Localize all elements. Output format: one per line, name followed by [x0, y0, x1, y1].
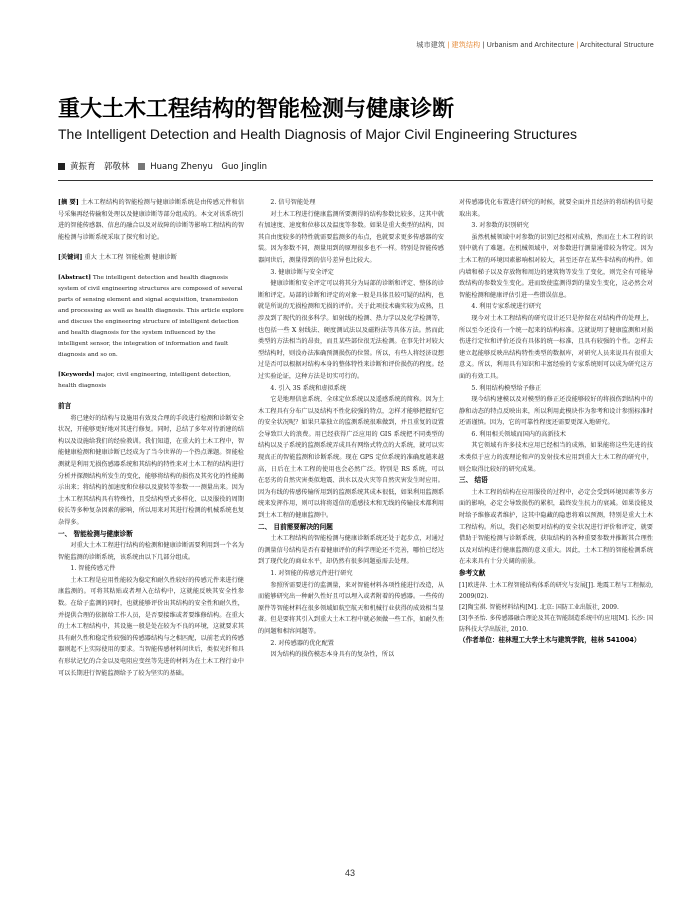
author-affiliation: （作者单位：桂林理工大学土木与建筑学院，桂林 541004） [459, 635, 641, 644]
abstract-zh [58, 197, 244, 243]
subsection-paragraph: 参照所需要进行的监测量，来对智能材料各项性能进行改造，从而能够研究出一种耐久性好且可以埋入或者附着的传感器。一些传的原件等智能材料在很多领域如航空航天和机械行业获得的成效相当显著。但是要将其引入到重大土木工程中就必须做一些工作，如耐久性的问题和相容问题等。 [258, 581, 444, 635]
subsection-heading: 6. 利用相关领域而国内的高新技术 [471, 430, 566, 438]
subsection-paragraph: 它是地理信息系统、全球定位系统以及遥感系统的简称。因为土木工程具有分布广以及结构不性化较强的特点，怎样才能够把握好它的安全状况呢？如果只靠独立的监测系统很难做到，并且重复的设置会导致巨大的浪费。用已经获得广泛应用的 GIS 系统把不同类型的结构以及子系统的监测系统弄成具有网络式特点的大系统，就可以实现真正的智能监测和诊断系统。现在 GPS 定位系统的准确度越来越高，日后在土木工程的使用也会必然广泛。特别是 RS 系统，可以在恶劣的自然灾害类似地震、洪水以及火灾等自然灾害发生时应用。因为有线的传感传输所用到的监测系统其成本很低，如果利用监测系统来发挥作用，则可以将将遥信的遥感技术和无线的传输技术都利用到土木工程的健康监测中。 [258, 396, 444, 520]
section-1-paragraph: 对重大土木工程进行结构的检测和健康诊断需要利用到一个名为智能监测的诊断系统，该系统由以下几部分组成。 [58, 542, 244, 561]
section-1-heading: 一、 智能检测与健康诊断 [58, 529, 133, 538]
title-divider [58, 180, 653, 181]
section-2-paragraph: 土木工程结构的智能检测与健康诊断系统还处于起步点，对通过的测量信号结构是否有着健康评价的科学理论还不完善，哪怕已经达到了现代化的商业水平，却仍然有很多问题亟需去处理。 [258, 535, 444, 566]
abstract-zh-label: [摘 要] [58, 199, 79, 206]
keywords-en-text: major, civil engineering, intelligent detection, health diagnosis [58, 371, 231, 389]
keywords-en-label: [Keywords] [58, 371, 95, 378]
column-middle [258, 197, 444, 661]
reference-item: [2]陶宝祺. 智能材料结构[M]. 北京: 国防工业出版社, 2009. [459, 603, 619, 611]
subsection-paragraph: 健康诊断和安全评定可以将其分为局部的诊断和评定、整体的诊断和评定。局部的诊断和评定的对象一般是具体且较可疑的结构，也就是所说的无损检测和无损的评价。关于此项技术确实较为成熟，且涉及到了现代的很多科学。如射线的检测、热力学以及化学检测等，也包括一些 X 射线法、硬度测试法以及磁粉法等具体方法。然而此类型的方法相当的昂贵，而且某些部位很无法检测。在事先针对较大型结构时，则没办法准确预测损伤的位置。所以，有些人将经济设想过是否可以根据对结构本身的整体特性来诊断和评价损伤的程度。经过实验论证，这种方法是切实可行的。 [258, 280, 444, 380]
subsection-paragraph: 其它领域有许多技术应用已经相当的成熟，如果能将这些先进的技术类似于应力的波理论和声的发射技术应用到重大土木工程的研究中，则会取得比较好的研究成果。 [459, 442, 653, 473]
authors-en: Huang Zhenyu Guo Jinglin [150, 162, 268, 172]
subsection-heading: 5. 利用结构模型给予修正 [471, 384, 542, 392]
section-3-heading: 三、 结语 [459, 476, 488, 485]
bullet-square-icon [58, 163, 65, 170]
abstract-en-label: [Abstract] [58, 274, 91, 281]
reference-item: [3]李圣怡. 多传感器融合理论及其在智能制造系统中的应用[M]. 长沙: 国防科技大学出版社, 2010. [459, 614, 653, 633]
abstract-en-text: The intelligent detection and health diagnosis system of civil engineering structures are composed of several parts of sensing element and signal acquisition, transmission and processing as well as health diagnosis. This article explore and discuss the engineering structure of intelligent detection and health diagnosis for the system influenced by the intelligent sensor, the integration of information and fault diagnosis and so on. [58, 274, 244, 358]
continued-paragraph: 对传感器优化布置进行研究的时候，就要全面并且经济的将结构信号提取出来。 [459, 199, 653, 218]
section-2-heading: 二、 目前需要解决的问题 [258, 522, 333, 531]
header-section-en: Architectural Structure [580, 42, 654, 49]
subsection-heading: 1. 智能传感元件 [70, 565, 116, 573]
header-sep-2: | [482, 42, 485, 49]
subsection-heading: 3. 对参数的识别研究 [471, 222, 529, 230]
bullet-square-icon [138, 163, 145, 170]
subsection-paragraph: 现今结构建模以及对模型的修正还没能够较好的将损伤到结构中的静和动态的特点反映出来，所以利用此模块作为参考和设计参照标准时还需谨慎。因为，它的可靠性程度还需要更深入地研究。 [459, 396, 653, 427]
reference-item: [1]欧进萍. 土木工程智能结构体系的研究与发展[J]. 地震工程与工程振动, 2009(02). [459, 581, 653, 600]
author-line [58, 160, 267, 172]
column-right [459, 197, 653, 646]
subsection-heading: 2. 信号智能处理 [270, 199, 316, 206]
header-sep-1: | [447, 42, 450, 49]
header-section-zh: 建筑结构 [451, 42, 481, 49]
subsection-heading: 4. 利用专家系统进行研究 [471, 303, 542, 311]
subsection-heading: 3. 健康诊断与安全评定 [270, 268, 334, 276]
abstract-en [58, 273, 244, 361]
page-number: 43 [344, 868, 355, 878]
subsection-heading: 4. 引入 3S 系统和虚拟系统 [270, 384, 347, 392]
article-title-zh: 重大土木工程结构的智能检测与健康诊断 [58, 97, 455, 122]
preface-paragraph: 将已建好的结构与设施用有效及合理的手段进行检测和诊断安全状况，开能够更好地对其进行修复。同时，总结了多年对待新建的结构以及设施给我们的经验教训。我们知道，在重大的土木工程中，智能健康检测和健康诊断已经成为了当今世界的一个热点课题。智能检测就是利用无损伤感器系统和其结构的特性来对土木工程的结构进行分析并探测结构所发生的变化，能够将结构的损伤及其劣化的性能揭示出来；将结构的加速度和位移以及旋转等参数一一测量出来。因为土木工程其结构具有特殊性，且受结构型式多样化、以及服役的周期较长等多种复杂因素的影响，所以用来对其进行检测的机械系统也复杂得多。 [58, 414, 244, 526]
subsection-paragraph: 因为结构的损伤模态本身具有的复杂性，所以 [270, 651, 395, 659]
keywords-zh-label: [关键词] [58, 254, 83, 262]
header-journal-en: Urbanism and Architecture [486, 42, 575, 49]
subsection-paragraph: 土木工程是应用性能较为稳定和耐久性较好的传感元件来进行健康监测的。可将其粘贴或者埋入在结构中，这就能反映其安全性参数。在给子监测的同时，也就能够评价出其结构的安全性和耐久性，并提供合理的依据给工作人员，是否要接维或者要维修结构。在重大的土木工程结构中，其设施一般是处在较为不良的环境，这就要求其具有耐久性和稳定性较强的传感器结构与之相匹配，以前老式的传感器则起不上实际使用的要求。当智能传感材料问世后，类似光纤和具有形状记忆的合金以及电阻应变丝等先进的材料为在土木工程行业中可以长期进行智能监测给予了较为坚实的基础。 [58, 576, 244, 677]
subsection-paragraph: 现今对土木工程结构的研究设计还只是停留在对结构件的处理上，所以至今还没有一个统一起来的结构标准。这就说明了健康监测和对损伤进行定位和评价还没有具体的统一标准，且具有较强的个性。怎样去建立起能够反映出结构特性类型的数据库，对研究人员来说具有很重大意义。所以，利用具有知识和丰富经验的专家系统则可以成为研究这方面的有效工具。 [459, 314, 653, 380]
references-heading: 参考文献 [459, 569, 486, 577]
keywords-en [58, 370, 244, 392]
header-journal-zh: 城市建筑 [416, 42, 446, 49]
subsection-heading: 1. 对智能的传感元件进行研究 [270, 570, 353, 577]
header-sep-3: | [576, 42, 579, 49]
authors-zh: 黄振育 郭敬林 [70, 162, 130, 172]
keywords-zh-text: 重大 土木工程 智能检测 健康诊断 [84, 254, 177, 262]
column-left [58, 197, 244, 679]
abstract-zh-text: 土木工程结构的智能检测与健康诊断系统是由传感元件和信号采集再经传输和处理以及健康诊断等部分组成的。本文对该系统引进的智能传感器、信息的融合以及对故障的诊断等影响工程结构的智能检测与诊断系统采取了探究和讨论。 [58, 199, 245, 241]
subsection-heading: 2. 对传感器的优化配置 [270, 639, 334, 647]
running-header [416, 40, 654, 50]
article-title-en: The Intelligent Detection and Health Diagnosis of Major Civil Engineering Structures [58, 126, 578, 142]
subsection-paragraph: 对土木工程进行健康监测所要测得的结构参数比较多，这其中就有加速度、速度和位移以及温度等参数。如果是重大类型的结构，因其自由度较多的特性就需要监测多的布点，也就要求更多传感器的安装。因为参数不同，测量用到的原理很多也不一样。特别是智能传感器问世后，测量得到的信号差异也比较大。 [258, 210, 444, 264]
preface-heading: 前言 [58, 401, 72, 410]
conclusion-paragraph: 土木工程的结构在应用服役的过程中，必定会受到环境因素等多方面的影响，必定会导致损伤的累积，最终发生抗力的衰减。如果没能及时给予维修或者维护，这其中隐藏的隐患将难以预测，特别是重大土木工程结构。所以，我们必须要对结构的安全状况进行评价和评定，就要借助于智能检测与诊断系统，获取结构的各种重要参数并推断其合理性以及对结构进行健康监测的意义重大。因此，土木工程的智能检测系统在未来具有十分关阔的前景。 [459, 488, 653, 566]
subsection-paragraph: 虽然机械领域中对参数的识别已经相对成熟，然而在土木工程的识别中就有了难题。在机械领域中，对参数进行测量通常较为特定。因为土木工程的环境因素影响相对较大，甚至还存在某些非结构的构件。如内墙和梯子以及存放物和周边的建筑物等发生了变化，则完全有可能导致结构的参数发生变化。进而致使监测得到的量发生变化，这必然会对智能检测和健康评估引进一些错误信息。 [459, 233, 653, 299]
keywords-zh [58, 252, 244, 264]
